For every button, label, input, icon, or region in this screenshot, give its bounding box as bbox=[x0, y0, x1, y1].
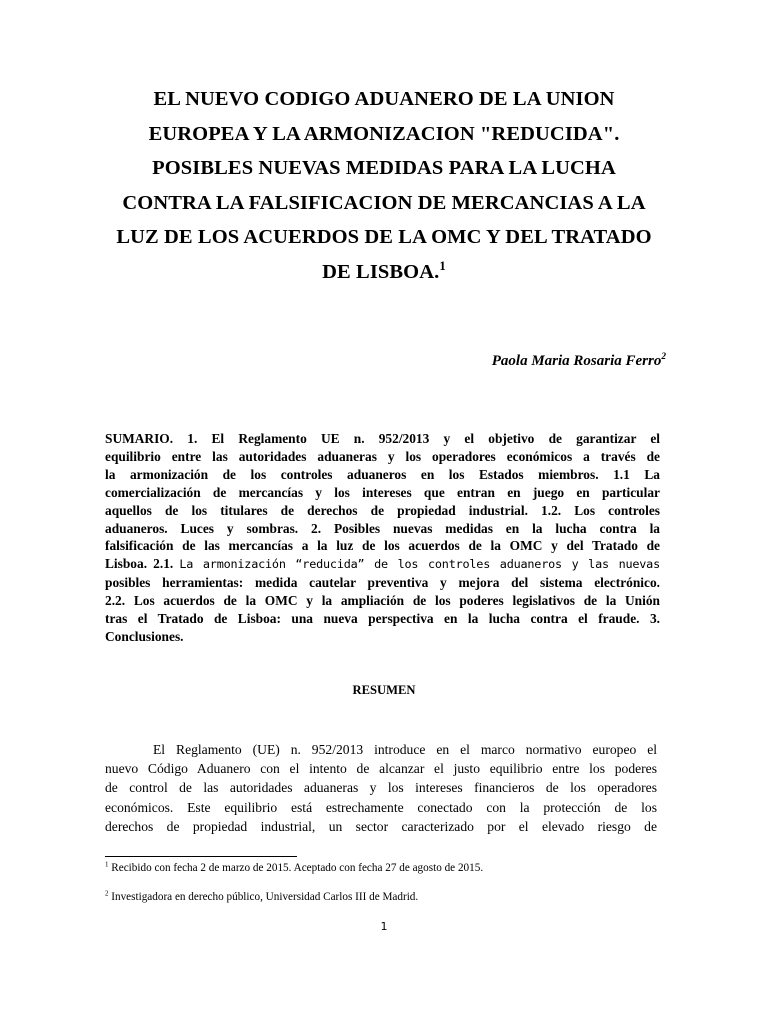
summary-line-mixed bbox=[105, 555, 660, 574]
paragraph-line: de control de las autoridades aduaneras y los intereses financieros de los operadores bbox=[105, 780, 657, 796]
footnote-mark: 2 bbox=[105, 889, 109, 898]
footnote-2 bbox=[105, 891, 418, 903]
summary-line: falsificación de las mercancías a la luz de los acuerdos de la OMC y del Tratado de bbox=[105, 538, 660, 554]
footnote-text: Recibido con fecha 2 de marzo de 2015. Aceptado con fecha 27 de agosto de 2015. bbox=[111, 862, 484, 874]
paragraph-line: derechos de propiedad industrial, un sector caracterizado por el elevado riesgo de bbox=[105, 818, 657, 834]
author-footnote-mark: 2 bbox=[661, 352, 666, 362]
title-text-end: DE LISBOA. bbox=[322, 260, 440, 283]
summary-line-start: Lisboa. 2.1. bbox=[105, 556, 174, 572]
summary-line: 2.2. Los acuerdos de la OMC y la ampliación de los poderes legislativos de la Unión bbox=[105, 593, 660, 609]
title-line: LUZ DE LOS ACUERDOS DE LA OMC Y DEL TRATADO bbox=[116, 226, 652, 249]
paragraph-line-text: El Reglamento (UE) n. 952/2013 introduce en el marco normativo europeo el bbox=[153, 742, 657, 757]
footnote-1 bbox=[105, 862, 483, 874]
title-line: EUROPEA Y LA ARMONIZACION "REDUCIDA". bbox=[148, 122, 620, 145]
title-line-last bbox=[100, 255, 668, 290]
summary-line: tras el Tratado de Lisboa: una nueva perspectiva en la lucha contra el fraude. 3. bbox=[105, 611, 660, 627]
title-line: POSIBLES NUEVAS MEDIDAS PARA LA LUCHA bbox=[152, 157, 616, 180]
author-name-text: Paola Maria Rosaria Ferro bbox=[491, 353, 662, 369]
summary-line: posibles herramientas: medida cautelar preventiva y mejora del sistema electrónico. bbox=[105, 575, 660, 591]
summary-line: SUMARIO. 1. El Reglamento UE n. 952/2013 y el objetivo de garantizar el bbox=[105, 431, 660, 446]
summary-line: aduaneros. Luces y sombras. 2. Posibles nuevas medidas en la lucha contra la bbox=[105, 520, 660, 536]
summary-block bbox=[105, 430, 660, 646]
title-line: CONTRA LA FALSIFICACION DE MERCANCIAS A LA bbox=[122, 191, 646, 214]
paragraph-line: económicos. Este equilibrio está estrechamente conectado con la protección de los bbox=[105, 799, 657, 815]
footnote-mark: 1 bbox=[105, 860, 109, 869]
title-line: EL NUEVO CODIGO ADUANERO DE LA UNION bbox=[153, 88, 615, 110]
resumen-paragraph bbox=[105, 740, 657, 836]
summary-line: aquellos de los titulares de derechos de propiedad industrial. 1.2. Los controles bbox=[105, 502, 660, 518]
summary-line-mono: La armonización “reducida” de los controles aduaneros y las nuevas bbox=[179, 557, 660, 572]
page-number: 1 bbox=[380, 920, 388, 933]
author-name bbox=[492, 353, 666, 370]
summary-line: Conclusiones. bbox=[105, 628, 184, 644]
paper-title bbox=[100, 82, 668, 290]
summary-line: comercialización de mercancías y los intereses que entran en juego en particular bbox=[105, 484, 660, 500]
resumen-heading: RESUMEN bbox=[352, 683, 416, 697]
paragraph-line: nuevo Código Aduanero con el intento de alcanzar el justo equilibrio entre los poderes bbox=[105, 761, 657, 777]
paragraph-line bbox=[105, 740, 657, 759]
footnote-separator bbox=[105, 856, 297, 857]
footnote-text: Investigadora en derecho público, Universidad Carlos III de Madrid. bbox=[111, 891, 419, 903]
title-footnote-mark: 1 bbox=[439, 259, 446, 274]
summary-line: equilibrio entre las autoridades aduaneras y los operadores económicos a través de bbox=[105, 448, 660, 464]
summary-line: la armonización de los controles aduaneros en los Estados miembros. 1.1 La bbox=[105, 466, 660, 482]
